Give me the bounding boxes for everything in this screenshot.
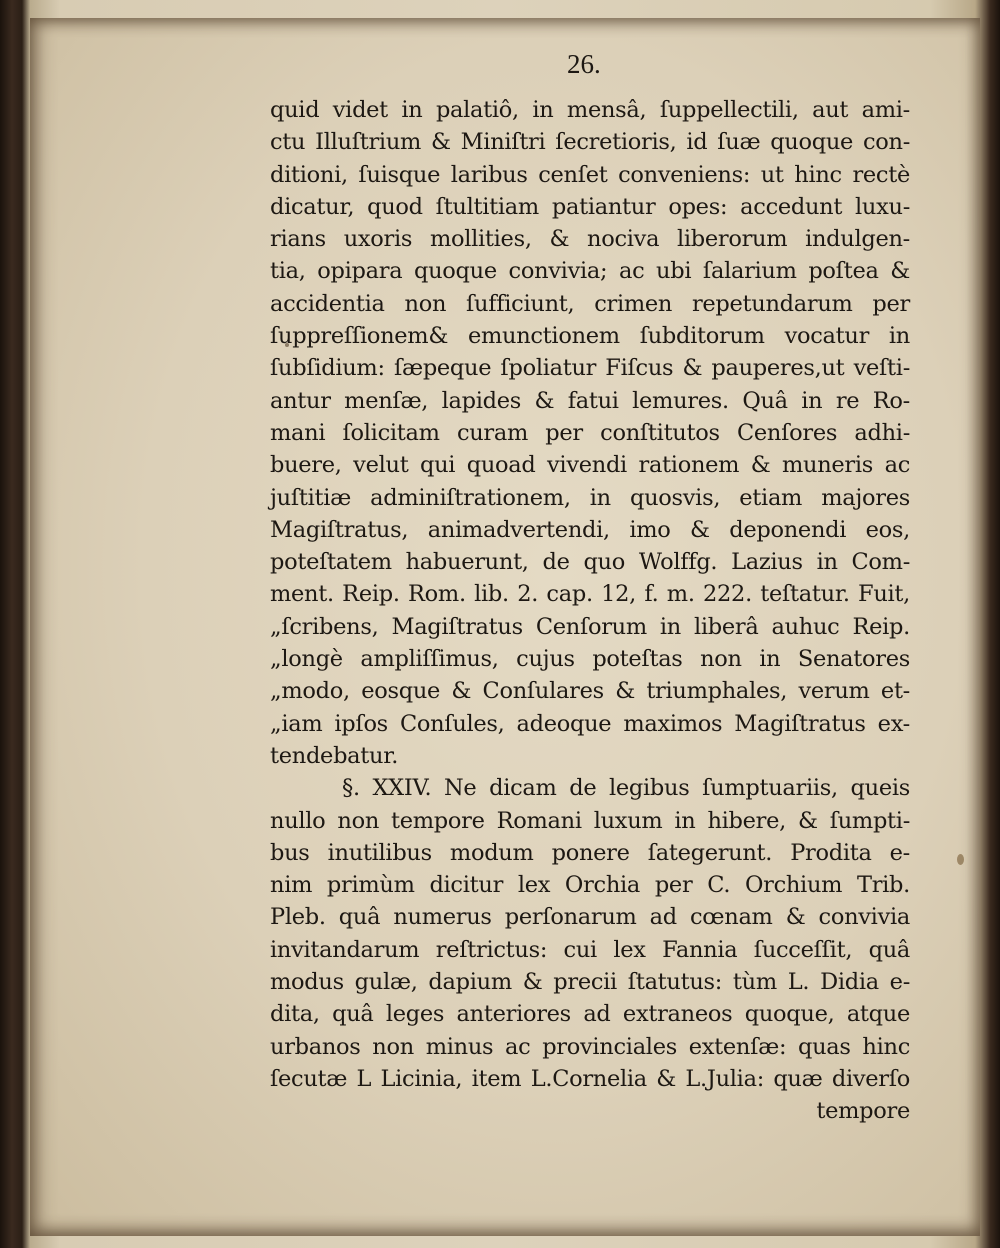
text-line: rians uxoris mollities, & nociva liberorum indulgen- <box>270 226 910 253</box>
text-line: Magiſtratus, animadvertendi, imo & deponendi eos, <box>270 516 910 543</box>
text-line: nim primùm dicitur lex Orchia per C. Orchium Trib. <box>270 872 910 899</box>
text-line: mani ſolicitam curam per conſtitutos Cenſores adhi- <box>270 419 910 446</box>
text-line: ſubſidium: ſæpeque ſpoliatur Fiſcus & pauperes,ut veſti- <box>270 355 910 382</box>
text-line: tendebatur. <box>270 742 399 769</box>
text-line: ſecutæ L Licinia, item L.Cornelia & L.Julia: quæ diverſo <box>270 1065 910 1092</box>
section-heading-line: §. XXIV. Ne dicam de legibus ſumptuariis, queis <box>342 775 910 802</box>
text-line: „ſcribens, Magiſtratus Cenſorum in liberâ auhuc Reip. <box>270 613 910 640</box>
text-line: poteſtatem habuerunt, de quo Wolffg. Lazius in Com- <box>270 549 910 576</box>
text-line: urbanos non minus ac provinciales extenſæ: quas hinc <box>270 1033 910 1060</box>
text-line: „longè ampliſſimus, cujus poteſtas non in Senatores <box>270 646 910 673</box>
text-line: ment. Reip. Rom. lib. 2. cap. 12, f. m. 222. teſtatur. Fuit, <box>270 581 910 608</box>
text-line: ditioni, ſuisque laribus cenſet conveniens: ut hinc rectè <box>270 161 910 188</box>
text-line: bus inutilibus modum ponere ſategerunt. Prodita e- <box>270 839 910 866</box>
text-line: invitandarum reſtrictus: cui lex Fannia ſucceſſit, quâ <box>270 936 910 963</box>
text-line: ctu Illuſtrium & Miniſtri ſecretioris, id ſuæ quoque con- <box>270 129 910 156</box>
page-number: 26. <box>567 49 601 79</box>
text-line: antur menſæ, lapides & fatui lemures. Quâ in re Ro- <box>270 387 910 414</box>
catchword: tempore <box>816 1098 910 1125</box>
text-line: accidentia non ſufficiunt, crimen repetundarum per <box>270 290 910 317</box>
text-line: buere, velut qui quoad vivendi rationem & muneris ac <box>270 452 910 479</box>
text-body <box>270 94 910 1128</box>
text-line: quid videt in palatiô, in mensâ, ſuppellectili, aut ami- <box>270 97 910 123</box>
text-line: dita, quâ leges anteriores ad extraneos quoque, atque <box>270 1001 910 1028</box>
text-line: juſtitiæ adminiſtrationem, in quosvis, etiam majores <box>270 484 910 511</box>
ink-spot <box>957 854 964 865</box>
text-line: dicatur, quod ſtultitiam patiantur opes: accedunt luxu- <box>270 193 910 220</box>
text-line: „iam ipſos Conſules, adeoque maximos Magiſtratus ex- <box>270 710 910 737</box>
text-line: Pleb. quâ numerus perſonarum ad cœnam & convivia <box>270 904 910 931</box>
text-line: modus gulæ, dapium & precii ſtatutus: tùm L. Didia e- <box>270 969 910 996</box>
book-page <box>30 18 980 1236</box>
text-line: tia, opipara quoque convivia; ac ubi ſalarium poſtea & <box>270 258 910 285</box>
text-line: ſuppreſſionem& emunctionem ſubditorum vocatur in <box>270 323 910 350</box>
text-line: „modo, eosque & Conſulares & triumphales, verum et- <box>270 678 910 705</box>
text-line: nullo non tempore Romani luxum in hibere, & ſumpti- <box>270 807 910 834</box>
